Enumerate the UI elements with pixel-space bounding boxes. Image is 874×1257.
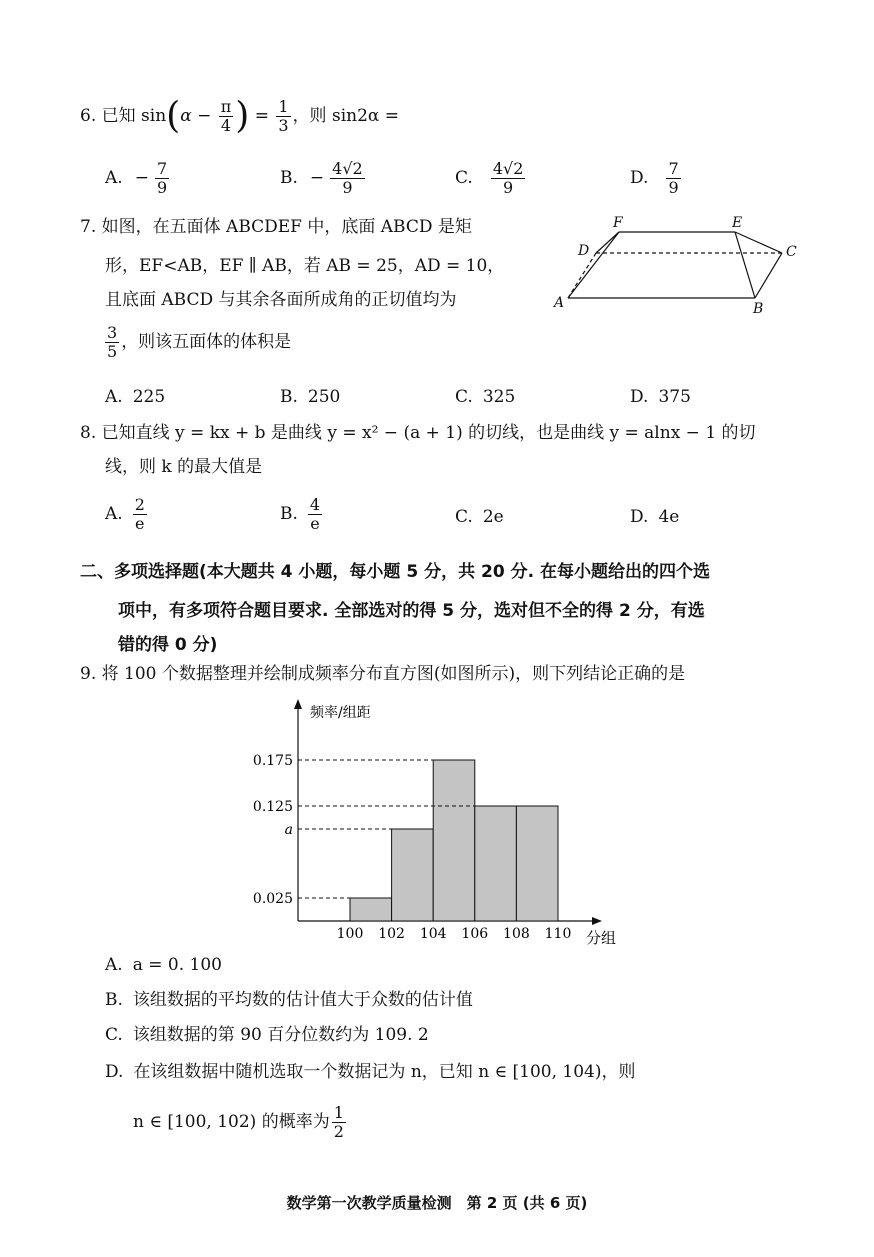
option-value: 225 xyxy=(132,387,166,407)
y-axis-arrow xyxy=(294,699,302,709)
option-value: 250 xyxy=(307,387,341,407)
option-sign: − xyxy=(309,168,325,188)
section-2-line3: 错的得 0 分) xyxy=(118,635,218,655)
option-label: C. xyxy=(455,387,473,407)
q9-option-c xyxy=(105,1025,429,1045)
one-half-fraction: $\frac{1}{2}$ xyxy=(333,1103,344,1141)
edge-DF xyxy=(596,232,619,253)
q8-option-b xyxy=(280,496,324,533)
pentahedron-figure xyxy=(550,210,810,320)
q6-option-b xyxy=(280,160,367,197)
edge-EB xyxy=(735,232,755,298)
q7-option-c xyxy=(455,387,515,407)
label-C: C xyxy=(786,244,797,260)
x-tick-label: 100 xyxy=(336,926,364,942)
q6-option-c xyxy=(455,160,527,197)
q7-text-line4: ，则该五面体的体积是 xyxy=(121,332,292,352)
q8-text-line1: 已知直线 y = kx + b 是曲线 y = x² − (a + 1) 的切线，也是曲线 y = alnx − 1 的切 xyxy=(101,423,756,443)
option-label: B. xyxy=(280,504,298,524)
option-sign: − xyxy=(134,168,149,188)
question-8-line1: 8. 已知直线 y = kx + b 是曲线 y = x² − (a + 1) 的切线，也是曲线 y = alnx − 1 的切 xyxy=(80,423,756,443)
question-7-line3: 且底面 ABCD 与其余各面所成角的正切值均为 xyxy=(105,290,457,310)
question-7-line2: 形，EF<AB，EF ∥ AB，若 AB = 25，AD = 10， xyxy=(105,256,505,276)
option-fraction: $\frac{7}{9}$ xyxy=(156,159,168,197)
label-B: B xyxy=(753,301,764,317)
option-text: 在该组数据中随机选取一个数据记为 n，已知 n ∈ [100, 104)，则 xyxy=(133,1062,636,1082)
x-tick-label: 110 xyxy=(544,926,572,942)
option-label: D. xyxy=(630,168,649,188)
x-axis-label: 分组 xyxy=(586,929,617,947)
equals-sign: = xyxy=(254,106,269,126)
question-8-line2: 线，则 k 的最大值是 xyxy=(105,457,263,477)
option-value: 2e xyxy=(482,507,504,527)
label-E: E xyxy=(732,215,743,231)
q9-text: 将 100 个数据整理并绘制成频率分布直方图(如图所示)，则下列结论正确的是 xyxy=(101,664,686,684)
option-label: C. xyxy=(455,507,473,527)
option-fraction: $\frac{4√2}{9}$ xyxy=(332,159,363,197)
question-9-stem: 9. 将 100 个数据整理并绘制成频率分布直方图(如图所示)，则下列结论正确的是 xyxy=(80,664,686,684)
question-7-line1: 7. 如图，在五面体 ABCDEF 中，底面 ABCD 是矩 xyxy=(80,217,472,237)
section-2-heading: 二、多项选择题(本大题共 4 小题，每小题 5 分，共 20 分. 在每小题给出的四个选 xyxy=(80,562,710,582)
y-tick-label: 0.175 xyxy=(252,753,293,769)
edge-BC xyxy=(755,253,782,298)
q8-option-a xyxy=(105,496,149,533)
q7-text-line1: 如图，在五面体 ABCDEF 中，底面 ABCD 是矩 xyxy=(101,217,472,237)
x-axis-arrow xyxy=(592,917,602,925)
option-label: D. xyxy=(630,387,649,407)
question-7-line4 xyxy=(103,324,291,361)
option-value: 325 xyxy=(482,387,516,407)
option-label: B. xyxy=(105,990,123,1010)
option-value: 375 xyxy=(658,387,691,407)
q9-option-d xyxy=(105,1062,636,1082)
three-fifths-fraction: $\frac{3}{5}$ xyxy=(107,323,118,361)
question-number: 6. xyxy=(80,106,97,126)
edge-AD xyxy=(568,253,596,298)
histogram-bar-108-110 xyxy=(516,806,558,921)
y-tick-label: a xyxy=(284,822,293,838)
left-paren: ( xyxy=(166,95,181,137)
option-label: A. xyxy=(105,504,123,524)
histogram-bar-102-104 xyxy=(392,829,434,921)
section-2-line2: 项中，有多项符合题目要求. 全部选对的得 5 分，选对但不全的得 2 分，有选 xyxy=(118,601,705,621)
option-text: a = 0. 100 xyxy=(132,955,222,975)
option-text: 该组数据的平均数的估计值大于众数的估计值 xyxy=(132,990,473,1010)
label-A: A xyxy=(554,295,565,311)
option-text: 该组数据的第 90 百分位数约为 109. 2 xyxy=(132,1025,429,1045)
label-F: F xyxy=(613,215,623,231)
option-value: 4e xyxy=(658,507,680,527)
right-paren: ) xyxy=(235,95,250,137)
option-label: C. xyxy=(105,1025,123,1045)
histogram-bar-104-106 xyxy=(433,760,475,921)
histogram-bar-106-108 xyxy=(475,806,517,921)
y-tick-label: 0.025 xyxy=(252,891,293,907)
option-label: D. xyxy=(105,1062,124,1082)
q6-option-d xyxy=(630,160,683,197)
q7-option-b xyxy=(280,387,340,407)
option-label: A. xyxy=(105,955,123,975)
option-fraction: $\frac{4}{e}$ xyxy=(309,495,321,533)
y-axis-label: 频率/组距 xyxy=(310,705,371,721)
y-tick-label: 0.125 xyxy=(252,799,293,815)
edge-EC xyxy=(735,232,782,253)
x-tick-label: 104 xyxy=(419,926,447,942)
q9-d-text-line2: n ∈ [100, 102) 的概率为 xyxy=(133,1112,330,1132)
q9-option-a xyxy=(105,955,222,975)
page-footer: 数学第一次教学质量检测 第 2 页 (共 6 页) xyxy=(286,1194,588,1212)
pi-over-4-fraction: $\frac{\pi}{4}$ xyxy=(220,97,232,135)
x-tick-label: 106 xyxy=(461,926,489,942)
q9-option-b xyxy=(105,990,473,1010)
q6-option-a xyxy=(105,160,171,197)
q6-suffix: ，则 sin2α = xyxy=(292,106,400,126)
option-fraction: $\frac{2}{e}$ xyxy=(134,495,145,533)
x-tick-label: 108 xyxy=(503,926,530,942)
option-label: A. xyxy=(105,168,123,188)
edge-AF xyxy=(568,232,619,298)
option-label: D. xyxy=(630,507,649,527)
q8-option-d xyxy=(630,507,679,527)
option-label: C. xyxy=(455,168,473,188)
frequency-histogram xyxy=(240,695,640,955)
minus-sign: − xyxy=(197,106,212,126)
alpha-symbol: α xyxy=(180,106,192,126)
q9-option-d-line2 xyxy=(133,1104,348,1141)
q6-text: 已知 sin xyxy=(101,106,167,126)
q7-option-d xyxy=(630,387,691,407)
option-fraction: $\frac{4√2}{9}$ xyxy=(492,159,524,197)
one-third-fraction: $\frac{1}{3}$ xyxy=(278,97,289,135)
option-label: B. xyxy=(280,168,298,188)
q8-option-c xyxy=(455,507,504,527)
option-label: A. xyxy=(105,387,123,407)
option-label: B. xyxy=(280,387,298,407)
histogram-bar-100-102 xyxy=(350,898,392,921)
option-fraction: $\frac{7}{9}$ xyxy=(668,159,679,197)
label-D: D xyxy=(578,243,590,259)
q7-option-a xyxy=(105,387,165,407)
x-tick-label: 102 xyxy=(378,926,405,942)
question-6-stem xyxy=(80,95,400,137)
